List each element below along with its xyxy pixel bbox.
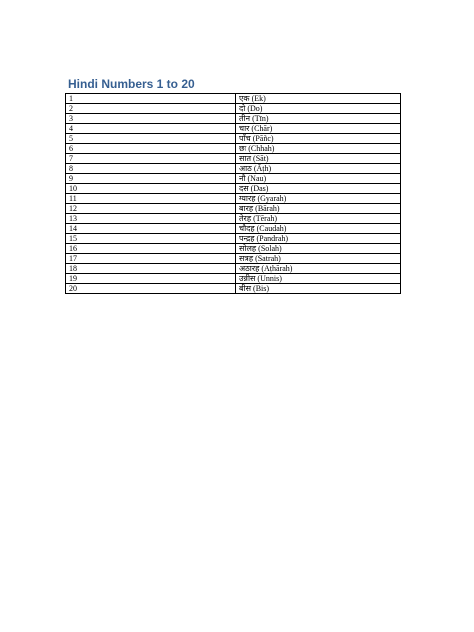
number-cell: 8: [66, 164, 236, 174]
table-row: [66, 184, 401, 194]
table-row: [66, 104, 401, 114]
hindi-cell: नौ (Nau): [236, 174, 401, 184]
number-cell: 12: [66, 204, 236, 214]
table-row: [66, 164, 401, 174]
hindi-cell: तेरह (Tērah): [236, 214, 401, 224]
table-row: [66, 224, 401, 234]
table-row: [66, 244, 401, 254]
number-cell: 17: [66, 254, 236, 264]
hindi-numbers-table: [65, 93, 401, 294]
number-cell: 18: [66, 264, 236, 274]
table-row: [66, 114, 401, 124]
table-row: [66, 274, 401, 284]
hindi-cell: दस (Das): [236, 184, 401, 194]
hindi-cell: चौदह (Caudah): [236, 224, 401, 234]
table-row: [66, 194, 401, 204]
hindi-cell: पाँच (Pāñc): [236, 134, 401, 144]
number-cell: 16: [66, 244, 236, 254]
hindi-cell: आठ (Āṭh): [236, 164, 401, 174]
hindi-cell: अठारह (Aṭhārah): [236, 264, 401, 274]
number-cell: 2: [66, 104, 236, 114]
number-cell: 7: [66, 154, 236, 164]
number-cell: 13: [66, 214, 236, 224]
table-row: [66, 264, 401, 274]
table-row: [66, 154, 401, 164]
table-row: [66, 94, 401, 104]
hindi-cell: बारह (Bārah): [236, 204, 401, 214]
hindi-cell: सात (Sāt): [236, 154, 401, 164]
table-row: [66, 284, 401, 294]
hindi-cell: छः (Chhah): [236, 144, 401, 154]
number-cell: 10: [66, 184, 236, 194]
hindi-cell: ग्यारह (Gyarah): [236, 194, 401, 204]
hindi-cell: तीन (Tīn): [236, 114, 401, 124]
number-cell: 9: [66, 174, 236, 184]
page-title: Hindi Numbers 1 to 20: [68, 77, 195, 91]
number-cell: 3: [66, 114, 236, 124]
number-cell: 15: [66, 234, 236, 244]
number-cell: 19: [66, 274, 236, 284]
hindi-cell: सत्रह (Satrah): [236, 254, 401, 264]
hindi-cell: बीस (Bis): [236, 284, 401, 294]
number-cell: 1: [66, 94, 236, 104]
hindi-cell: सोलह (Solah): [236, 244, 401, 254]
table-row: [66, 254, 401, 264]
hindi-cell: चार (Chār): [236, 124, 401, 134]
table-row: [66, 144, 401, 154]
number-cell: 5: [66, 134, 236, 144]
hindi-cell: एक (Ek): [236, 94, 401, 104]
number-cell: 4: [66, 124, 236, 134]
number-cell: 20: [66, 284, 236, 294]
table-row: [66, 174, 401, 184]
table-row: [66, 134, 401, 144]
hindi-cell: पन्द्रह (Pandrah): [236, 234, 401, 244]
hindi-cell: उन्नीस (Unnis): [236, 274, 401, 284]
table-row: [66, 204, 401, 214]
number-cell: 11: [66, 194, 236, 204]
hindi-cell: दो (Do): [236, 104, 401, 114]
table-row: [66, 214, 401, 224]
table-row: [66, 234, 401, 244]
table-row: [66, 124, 401, 134]
number-cell: 14: [66, 224, 236, 234]
number-cell: 6: [66, 144, 236, 154]
